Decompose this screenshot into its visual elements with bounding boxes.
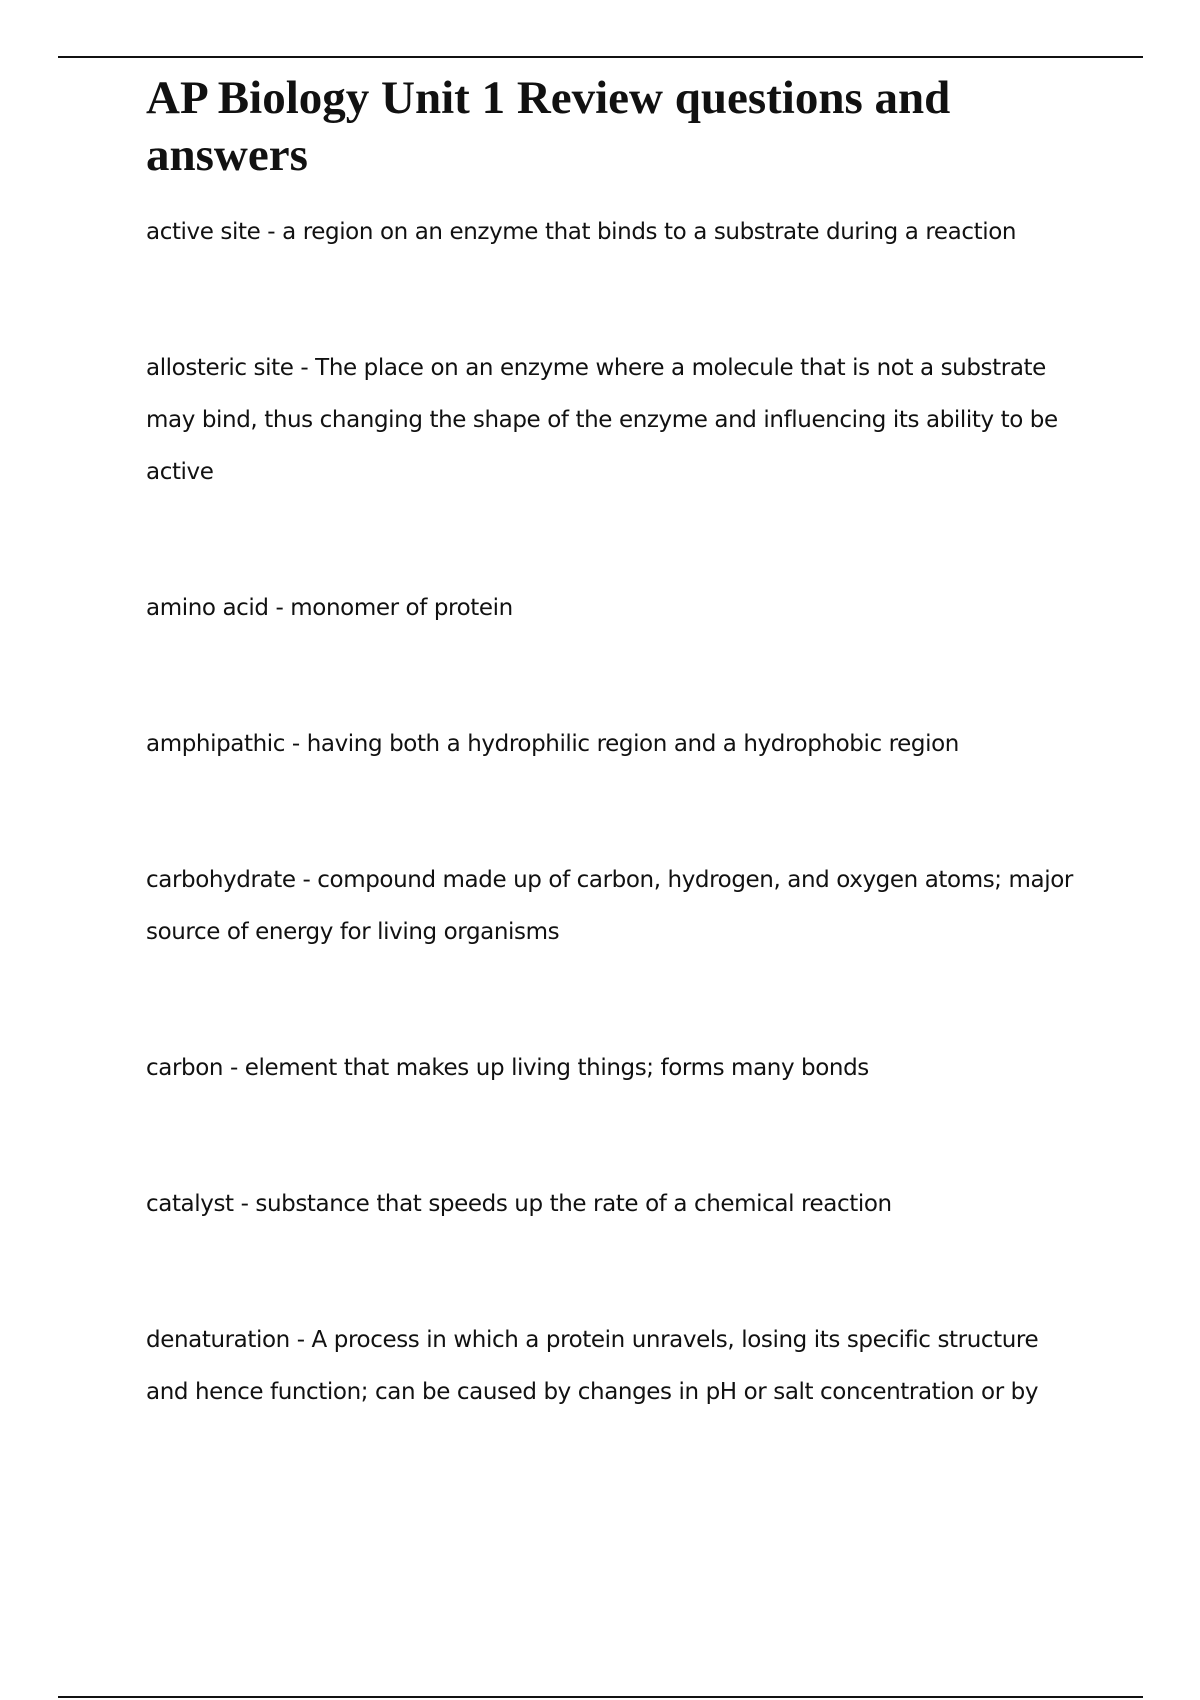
bottom-divider bbox=[58, 1696, 1143, 1698]
glossary-entry: allosteric site - The place on an enzyme where a molecule that is not a substrate may bind, thus changing the shape of the enzyme and influencing its ability to be active bbox=[146, 355, 1058, 485]
glossary-list bbox=[146, 206, 1086, 1502]
glossary-entry: amino acid - monomer of protein bbox=[146, 595, 513, 621]
top-divider bbox=[58, 56, 1143, 58]
glossary-entry: catalyst - substance that speeds up the rate of a chemical reaction bbox=[146, 1191, 892, 1217]
glossary-entry: denaturation - A process in which a protein unravels, losing its specific structure and hence function; can be caused by changes in pH or salt concentration or by bbox=[146, 1327, 1039, 1405]
page-title: AP Biology Unit 1 Review questions and answers bbox=[146, 72, 951, 181]
glossary-entry: carbon - element that makes up living things; forms many bonds bbox=[146, 1055, 869, 1081]
glossary-entry: carbohydrate - compound made up of carbon, hydrogen, and oxygen atoms; major source of energy for living organisms bbox=[146, 867, 1073, 945]
glossary-entry: amphipathic - having both a hydrophilic region and a hydrophobic region bbox=[146, 731, 959, 757]
glossary-entry: active site - a region on an enzyme that binds to a substrate during a reaction bbox=[146, 219, 1017, 245]
